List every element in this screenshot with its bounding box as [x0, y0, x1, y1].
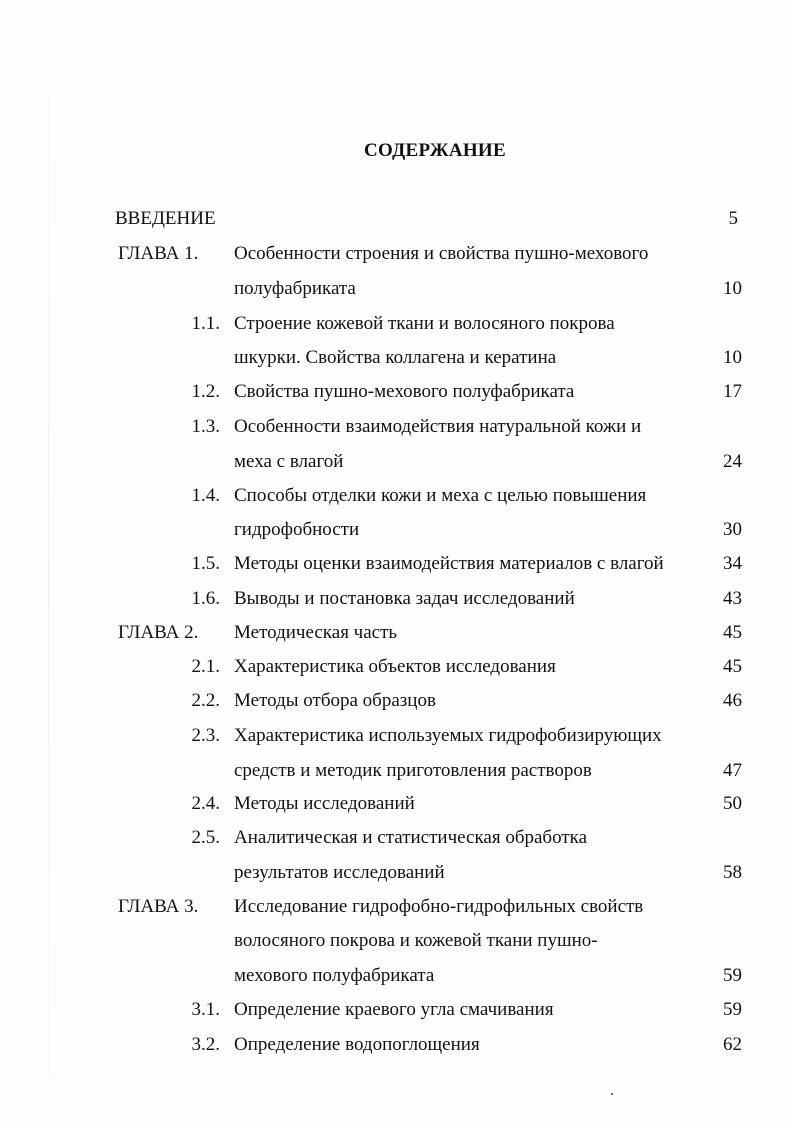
toc-s2-2-line1: Методы отбора образцов — [234, 690, 436, 711]
toc-s2-2-page: 46 — [723, 690, 742, 711]
toc-s2-5-line1: Аналитическая и статистическая обработка — [234, 827, 588, 848]
toc-s1-1-line2: шкурки. Свойства коллагена и кератина — [234, 347, 557, 368]
toc-intro-page: 5 — [728, 208, 738, 229]
toc-s1-3-line1: Особенности взаимодействия натуральной кожи и — [234, 416, 642, 437]
toc-s2-4-number: 2.4. — [191, 793, 220, 814]
toc-s1-3-line2: меха с влагой — [234, 451, 344, 472]
toc-s2-5-line2: результатов исследований — [234, 862, 445, 883]
toc-s1-2-page: 17 — [723, 381, 742, 402]
toc-s2-1-number: 2.1. — [191, 656, 220, 677]
toc-s3-1-number: 3.1. — [191, 999, 220, 1020]
toc-s1-2-number: 1.2. — [191, 381, 220, 402]
toc-s1-3-number: 1.3. — [191, 416, 220, 437]
toc-ch3-title-line3: мехового полуфабриката — [234, 965, 435, 986]
toc-s1-4-line2: гидрофобности — [234, 519, 360, 540]
toc-s2-1-page: 45 — [723, 656, 742, 677]
toc-s2-3-line2: средств и методик приготовления растворов — [234, 760, 592, 781]
toc-ch2-page: 45 — [723, 622, 742, 643]
toc-ch1-title-line1: Особенности строения и свойства пушно-мехового — [234, 243, 649, 264]
toc-s2-4-line1: Методы исследований — [234, 793, 415, 814]
toc-s2-5-page: 58 — [723, 862, 742, 883]
toc-s2-1-line1: Характеристика объектов исследования — [234, 656, 556, 677]
toc-s1-4-number: 1.4. — [191, 485, 220, 506]
toc-s1-5-page: 34 — [723, 553, 742, 574]
toc-ch3-title-line2: волосяного покрова и кожевой ткани пушно- — [234, 930, 598, 951]
toc-s3-2-page: 62 — [723, 1034, 742, 1055]
toc-s1-6-number: 1.6. — [191, 588, 220, 609]
toc-s2-5-number: 2.5. — [191, 827, 220, 848]
scan-speck — [611, 1093, 613, 1095]
toc-ch2-number: ГЛАВА 2. — [118, 622, 199, 643]
toc-ch1-number: ГЛАВА 1. — [118, 243, 199, 264]
toc-ch3-number: ГЛАВА 3. — [118, 896, 199, 917]
toc-ch2-title-line1: Методическая часть — [234, 622, 398, 643]
toc-s1-3-page: 24 — [723, 451, 742, 472]
toc-ch1-title-line2: полуфабриката — [234, 278, 356, 299]
toc-s1-5-line1: Методы оценки взаимодействия материалов с влагой — [234, 553, 664, 574]
page-edge-shadow — [48, 60, 49, 1110]
toc-s1-1-number: 1.1. — [191, 313, 220, 334]
toc-s3-1-page: 59 — [723, 999, 742, 1020]
toc-ch3-title-line1: Исследование гидрофобно-гидрофильных свойств — [234, 896, 644, 917]
toc-intro-label: ВВЕДЕНИЕ — [115, 208, 216, 229]
toc-s2-3-page: 47 — [723, 760, 742, 781]
toc-s3-2-number: 3.2. — [191, 1034, 220, 1055]
toc-s1-2-line1: Свойства пушно-мехового полуфабриката — [234, 381, 575, 402]
toc-s2-3-number: 2.3. — [191, 725, 220, 746]
toc-s1-1-line1: Строение кожевой ткани и волосяного покрова — [234, 313, 615, 334]
toc-s1-5-number: 1.5. — [191, 553, 220, 574]
toc-s1-6-page: 43 — [723, 588, 742, 609]
toc-ch1-page: 10 — [723, 278, 742, 299]
toc-s3-2-line1: Определение водопоглощения — [234, 1034, 480, 1055]
toc-s1-4-line1: Способы отделки кожи и меха с целью повышения — [234, 485, 647, 506]
toc-s3-1-line1: Определение краевого угла смачивания — [234, 999, 554, 1020]
toc-s2-3-line1: Характеристика используемых гидрофобизирующих — [234, 725, 662, 746]
toc-s1-1-page: 10 — [723, 347, 742, 368]
toc-s2-4-page: 50 — [723, 793, 742, 814]
toc-s2-2-number: 2.2. — [191, 690, 220, 711]
page-title: СОДЕРЖАНИЕ — [364, 140, 506, 161]
toc-ch3-page: 59 — [723, 965, 742, 986]
toc-s1-4-page: 30 — [723, 519, 742, 540]
toc-s1-6-line1: Выводы и постановка задач исследований — [234, 588, 575, 609]
